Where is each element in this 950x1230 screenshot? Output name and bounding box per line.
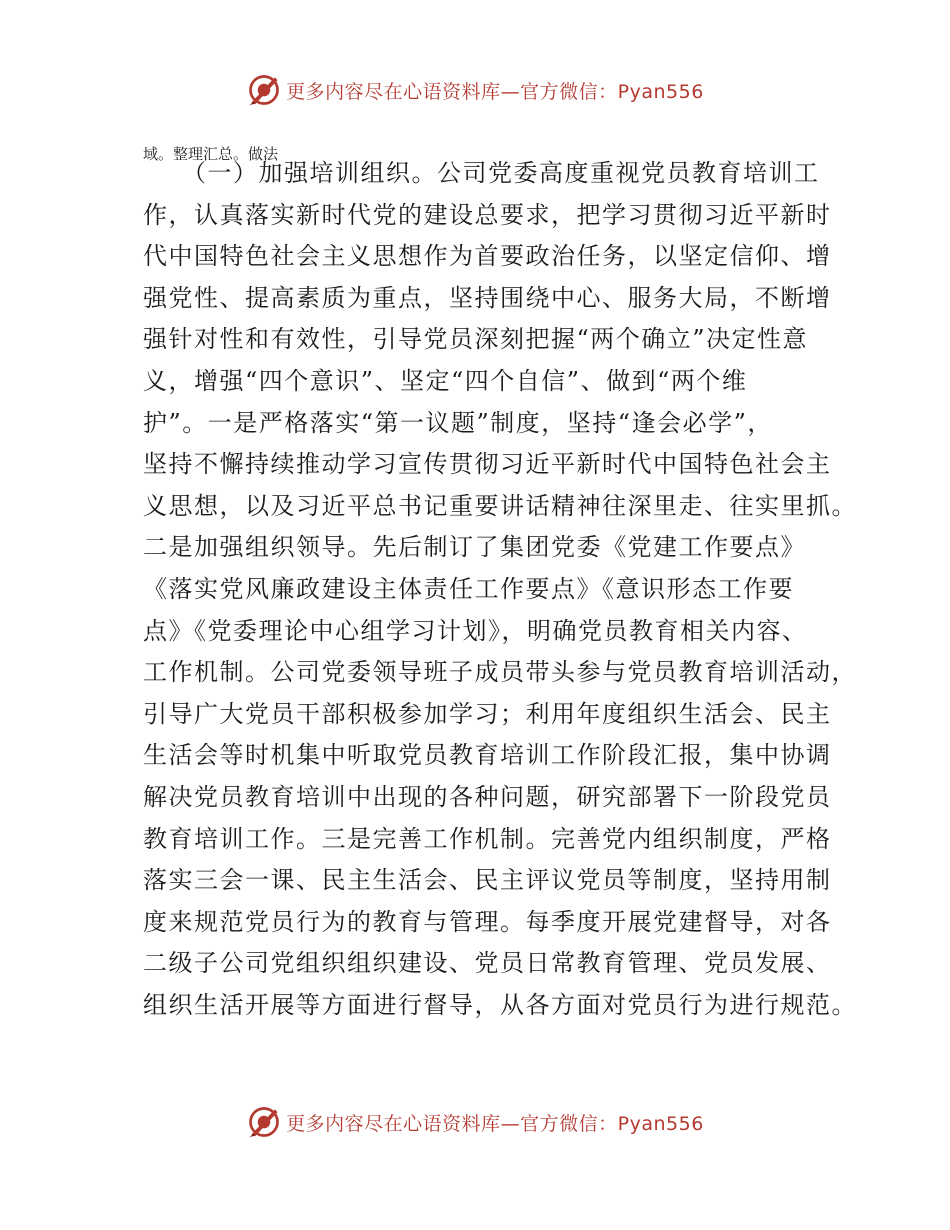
pen-circle-logo-icon (246, 72, 282, 108)
text-line: 教育培训工作。三是完善工作机制。完善党内组织制度，严格 (143, 824, 832, 853)
header-banner (0, 68, 950, 112)
pen-circle-logo-icon (246, 1104, 282, 1140)
text-line: 度来规范党员行为的教育与管理。每季度开展党建督导，对各 (143, 907, 832, 936)
text-line: 点》《党委理论中心组学习计划》，明确党员教育相关内容、 (143, 616, 808, 645)
text-line: 二级子公司党组织组织建设、党员日常教育管理、党员发展、 (143, 949, 832, 978)
body-paragraph (143, 153, 857, 1026)
intro-line: 域。整理汇总。做法 (143, 145, 279, 163)
text-line: 《落实党风廉政建设主体责任工作要点》《意识形态工作要 (143, 574, 794, 603)
text-line: 护”。一是严格落实“第一议题”制度，坚持“逢会必学”， (143, 408, 773, 437)
text-line: （一）加强培训组织。公司党委高度重视党员教育培训工 (143, 159, 820, 187)
text-line: 组织生活开展等方面进行督导，从各方面对党员行为进行规范。 (143, 990, 857, 1019)
text-line: 坚持不懈持续推动学习宣传贯彻习近平新时代中国特色社会主 (143, 450, 832, 479)
text-line: 工作机制。公司党委领导班子成员带头参与党员教育培训活动， (143, 658, 857, 687)
text-line: 生活会等时机集中听取党员教育培训工作阶段汇报，集中协调 (143, 741, 832, 770)
text-line: 代中国特色社会主义思想作为首要政治任务，以坚定信仰、增 (143, 242, 832, 271)
text-line: 解决党员教育培训中出现的各种问题，研究部署下一阶段党员 (143, 782, 832, 811)
text-line: 义思想，以及习近平总书记重要讲话精神往深里走、往实里抓。 (143, 491, 857, 520)
text-line: 落实三会一课、民主生活会、民主评议党员等制度，坚持用制 (143, 866, 832, 895)
footer-banner (0, 1100, 950, 1144)
text-line: 二是加强组织领导。先后制订了集团党委《党建工作要点》 (143, 533, 806, 562)
text-line: 强党性、提高素质为重点，坚持围绕中心、服务大局，不断增 (143, 283, 832, 312)
banner-text: 更多内容尽在心语资料库—官方微信：Pyan556 (286, 1112, 704, 1135)
text-line: 引导广大党员干部积极参加学习；利用年度组织生活会、民主 (143, 699, 832, 728)
text-line: 义，增强“四个意识”、坚定“四个自信”、做到“两个维 (143, 366, 748, 395)
text-line: 作，认真落实新时代党的建设总要求，把学习贯彻习近平新时 (143, 200, 832, 229)
banner-text: 更多内容尽在心语资料库—官方微信：Pyan556 (286, 80, 704, 103)
text-line: 强针对性和有效性，引导党员深刻把握“两个确立”决定性意 (143, 325, 809, 354)
